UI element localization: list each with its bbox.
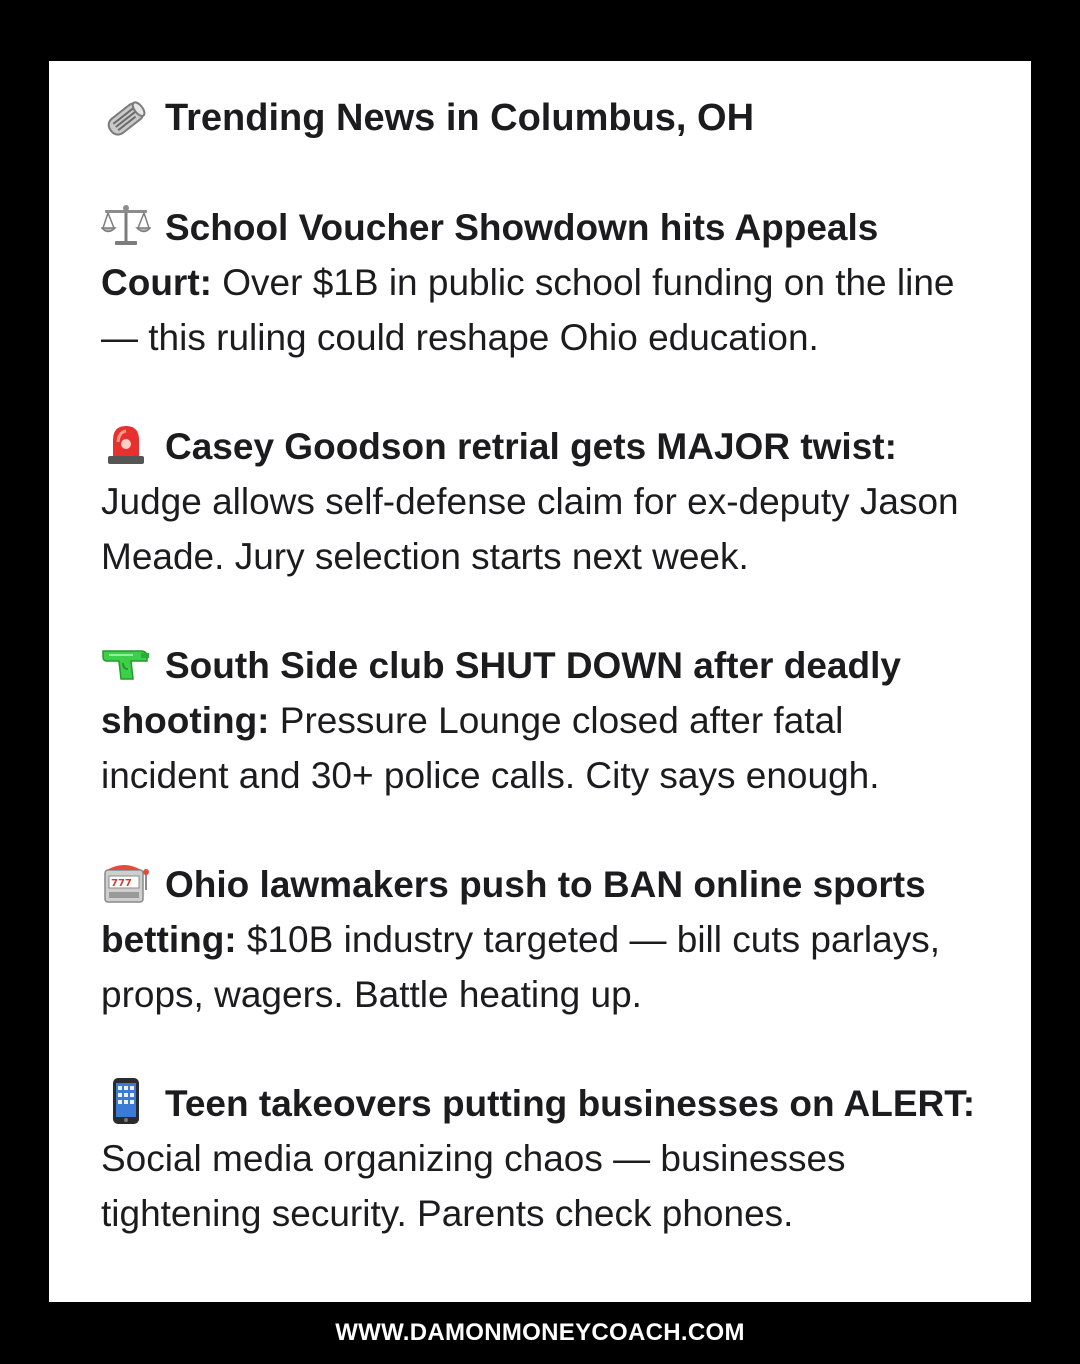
news-item: [101, 1076, 979, 1241]
news-card: [49, 61, 1031, 1302]
news-item-headline: School Voucher Showdown hits Appeals Court:: [101, 207, 879, 303]
news-item-body: Social media organizing chaos — businesses tightening security. Parents check phones.: [101, 1138, 846, 1234]
news-item: [101, 857, 979, 1022]
news-item-body: Over $1B in public school funding on the line — this ruling could reshape Ohio education.: [101, 262, 955, 358]
balance-scale-icon: [101, 201, 151, 249]
mobile-phone-icon: [101, 1077, 151, 1125]
news-item: [101, 200, 979, 365]
police-siren-icon: [101, 420, 151, 468]
news-item: [101, 638, 979, 803]
slot-machine-icon: [101, 858, 151, 906]
news-item-headline: Casey Goodson retrial gets MAJOR twist:: [165, 426, 897, 467]
news-item: [101, 419, 979, 584]
rolled-newspaper-icon: [101, 95, 151, 143]
news-item-headline: South Side club SHUT DOWN after deadly shooting:: [101, 645, 901, 741]
news-item-headline: Teen takeovers putting businesses on ALERT:: [165, 1083, 976, 1124]
news-item-body: $10B industry targeted — bill cuts parlays, props, wagers. Battle heating up.: [101, 919, 940, 1015]
news-item-headline: Ohio lawmakers push to BAN online sports betting:: [101, 864, 926, 960]
news-item-body: Pressure Lounge closed after fatal incident and 30+ police calls. City says enough.: [101, 700, 880, 796]
website-footer: WWW.DAMONMONEYCOACH.COM: [335, 1319, 745, 1346]
news-header: [101, 91, 979, 146]
water-pistol-icon: [101, 639, 151, 687]
news-item-body: Judge allows self-defense claim for ex-deputy Jason Meade. Jury selection starts next week.: [101, 481, 959, 577]
svg-text:777: 777: [111, 878, 132, 889]
news-header-title: Trending News in Columbus, OH: [165, 97, 755, 139]
